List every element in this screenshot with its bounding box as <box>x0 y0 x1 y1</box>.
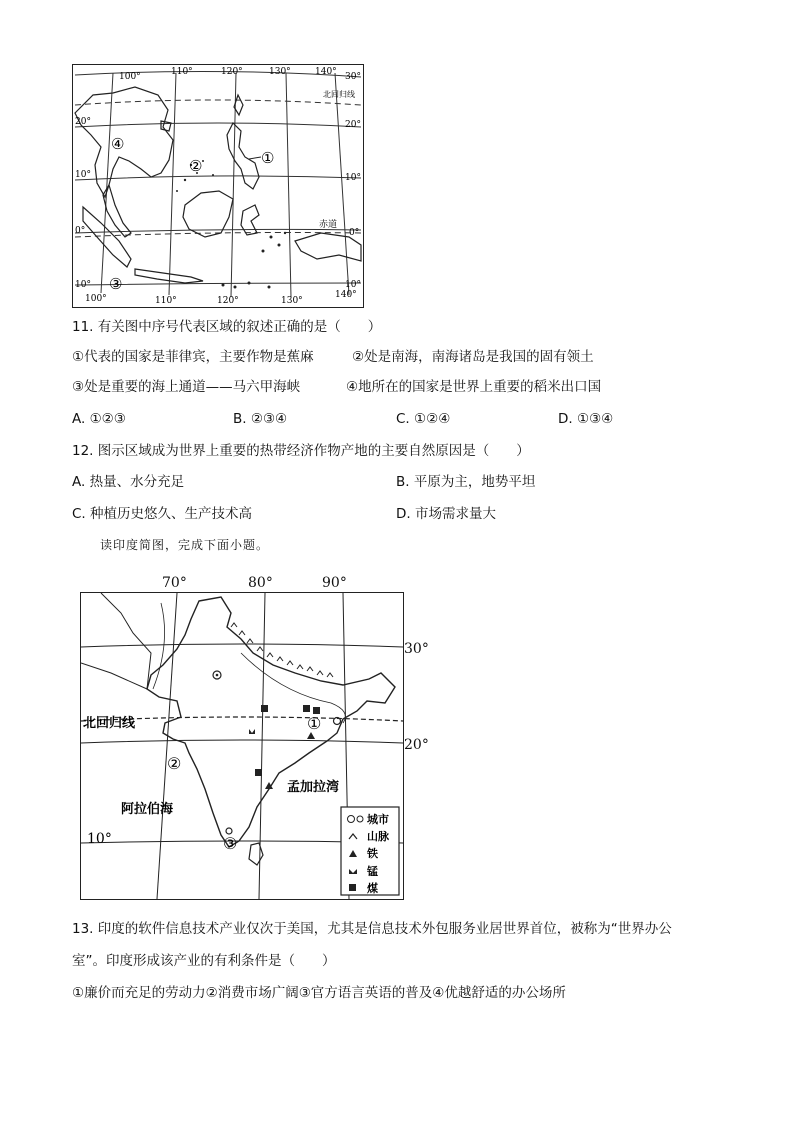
map1-marker-4: ④ <box>111 135 125 153</box>
india-map-svg <box>81 593 403 899</box>
coal-symbol <box>255 769 262 776</box>
map2-lon-label-70: 70° <box>162 575 187 591</box>
map1-bottom-lon-130: 130° <box>281 296 303 306</box>
legend-mountain-label: 山脉 <box>367 830 389 843</box>
india-map <box>80 592 404 900</box>
map1-meridians <box>101 73 349 297</box>
sulawesi-island <box>241 205 259 235</box>
legend-manganese-label: 锰 <box>367 865 378 878</box>
q11-option-c[interactable]: C. ①②④ <box>396 411 451 427</box>
map1-left-lat-20: 20° <box>75 117 91 127</box>
legend-coal-label: 煤 <box>367 882 378 895</box>
map1-lat-label-0: 0° <box>349 228 360 238</box>
map1-left-lat-0: 0° <box>75 226 86 236</box>
map1-lat-label-30: 30° <box>345 72 361 82</box>
map1-lon-label-110: 110° <box>171 67 193 77</box>
hainan-island <box>161 121 171 131</box>
q11-statement-1: ①代表的国家是菲律宾，主要作物是蕉麻 <box>72 349 314 365</box>
map2-lat-label-10: 10° <box>87 831 112 847</box>
map2-bay-of-bengal-label: 孟加拉湾 <box>287 780 340 795</box>
map1-marker-3: ③ <box>109 275 123 293</box>
map1-left-lat-s10: 10° <box>75 280 91 290</box>
map2-lon-label-80: 80° <box>248 575 273 591</box>
map1-lon-label-140: 140° <box>315 67 337 77</box>
map1-parallels <box>75 71 361 285</box>
ganges-river <box>241 653 345 723</box>
legend-coal-icon <box>349 884 356 891</box>
map1-marker-1: ① <box>261 149 275 167</box>
indus-river <box>153 603 165 689</box>
marker-1-leader <box>249 157 261 159</box>
map2-legend <box>341 807 399 895</box>
q13-stem-line-2: 室”。印度形成该产业的有利条件是（ ） <box>72 953 336 969</box>
q12-stem: 12. 图示区域成为世界上重要的热带经济作物产地的主要自然原因是（ ） <box>72 443 530 459</box>
q11-option-d[interactable]: D. ①③④ <box>558 411 614 427</box>
q11-option-b[interactable]: B. ②③④ <box>233 411 288 427</box>
map1-bottom-lon-120: 120° <box>217 296 239 306</box>
q13-statements: ①廉价而充足的劳动力②消费市场广阔③官方语言英语的普及④优越舒适的办公场所 <box>72 985 566 1001</box>
q11-statement-3: ③处是重要的海上通道——马六甲海峡 <box>72 379 301 395</box>
map1-bottom-lon-100: 100° <box>85 294 107 304</box>
map2-arabian-sea-label: 阿拉伯海 <box>121 802 174 817</box>
map1-bottom-lon-140: 140° <box>335 290 357 300</box>
map2-lat-label-20: 20° <box>404 737 429 753</box>
map1-lat-label-s10: 10° <box>345 280 361 290</box>
map2-tropic-label: 北回归线 <box>83 716 136 731</box>
map1-equator-label: 赤道 <box>319 220 338 230</box>
q11-option-a[interactable]: A. ①②③ <box>72 411 126 427</box>
map2-marker-3: ③ <box>223 834 238 853</box>
map1-lon-label-130: 130° <box>269 67 291 77</box>
sumatra-island <box>83 207 131 267</box>
map1-left-lat-10: 10° <box>75 170 91 180</box>
map1-lat-label-10: 10° <box>345 173 361 183</box>
map2-lat-label-30: 30° <box>404 641 429 657</box>
map1-lon-label-100-top: 100° <box>119 72 141 82</box>
map1-lon-label-120: 120° <box>221 67 243 77</box>
legend-city-label: 城市 <box>367 813 389 826</box>
map2-lon-label-90: 90° <box>322 575 347 591</box>
sri-lanka-island <box>249 843 263 865</box>
q11-stem: 11. 有关图中序号代表区域的叙述正确的是（ ） <box>72 319 382 335</box>
legend-iron-label: 铁 <box>367 847 378 860</box>
q12-option-c[interactable]: C. 种植历史悠久、生产技术高 <box>72 506 253 522</box>
western-border <box>81 593 151 689</box>
coal-symbol <box>261 705 268 712</box>
q12-option-d[interactable]: D. 市场需求量大 <box>396 506 496 522</box>
map1-small-islands <box>176 160 286 289</box>
iron-symbol <box>307 732 315 739</box>
coal-symbol <box>313 707 320 714</box>
southeast-asia-map <box>72 64 364 308</box>
india-lead-text: 读印度简图，完成下面小题。 <box>100 538 270 552</box>
southeast-asia-map-svg <box>73 65 363 307</box>
map1-tropic-label: 北回归线 <box>323 90 355 99</box>
city-delhi-dot <box>216 674 219 677</box>
manganese-symbol <box>249 729 255 734</box>
map1-marker-2: ② <box>189 157 203 175</box>
map2-marker-2: ② <box>167 754 182 773</box>
q11-statement-4: ④地所在的国家是世界上重要的稻米出口国 <box>346 379 602 395</box>
map2-cities <box>213 671 341 834</box>
philippines-islands <box>227 123 259 189</box>
q13-stem-line-1: 13. 印度的软件信息技术产业仅次于美国，尤其是信息技术外包服务业居世界首位，被称为“世界办公 <box>72 921 672 937</box>
q12-option-b[interactable]: B. 平原为主，地势平坦 <box>396 474 536 490</box>
map1-bottom-lon-110: 110° <box>155 296 177 306</box>
q12-option-a[interactable]: A. 热量、水分充足 <box>72 474 185 490</box>
java-island <box>135 269 203 283</box>
map1-lat-label-20: 20° <box>345 120 361 130</box>
q11-statement-2: ②处是南海，南海诸岛是我国的固有领土 <box>352 349 594 365</box>
map2-marker-1: ① <box>307 714 322 733</box>
coal-symbol <box>303 705 310 712</box>
map1-tropic-line <box>75 100 361 105</box>
